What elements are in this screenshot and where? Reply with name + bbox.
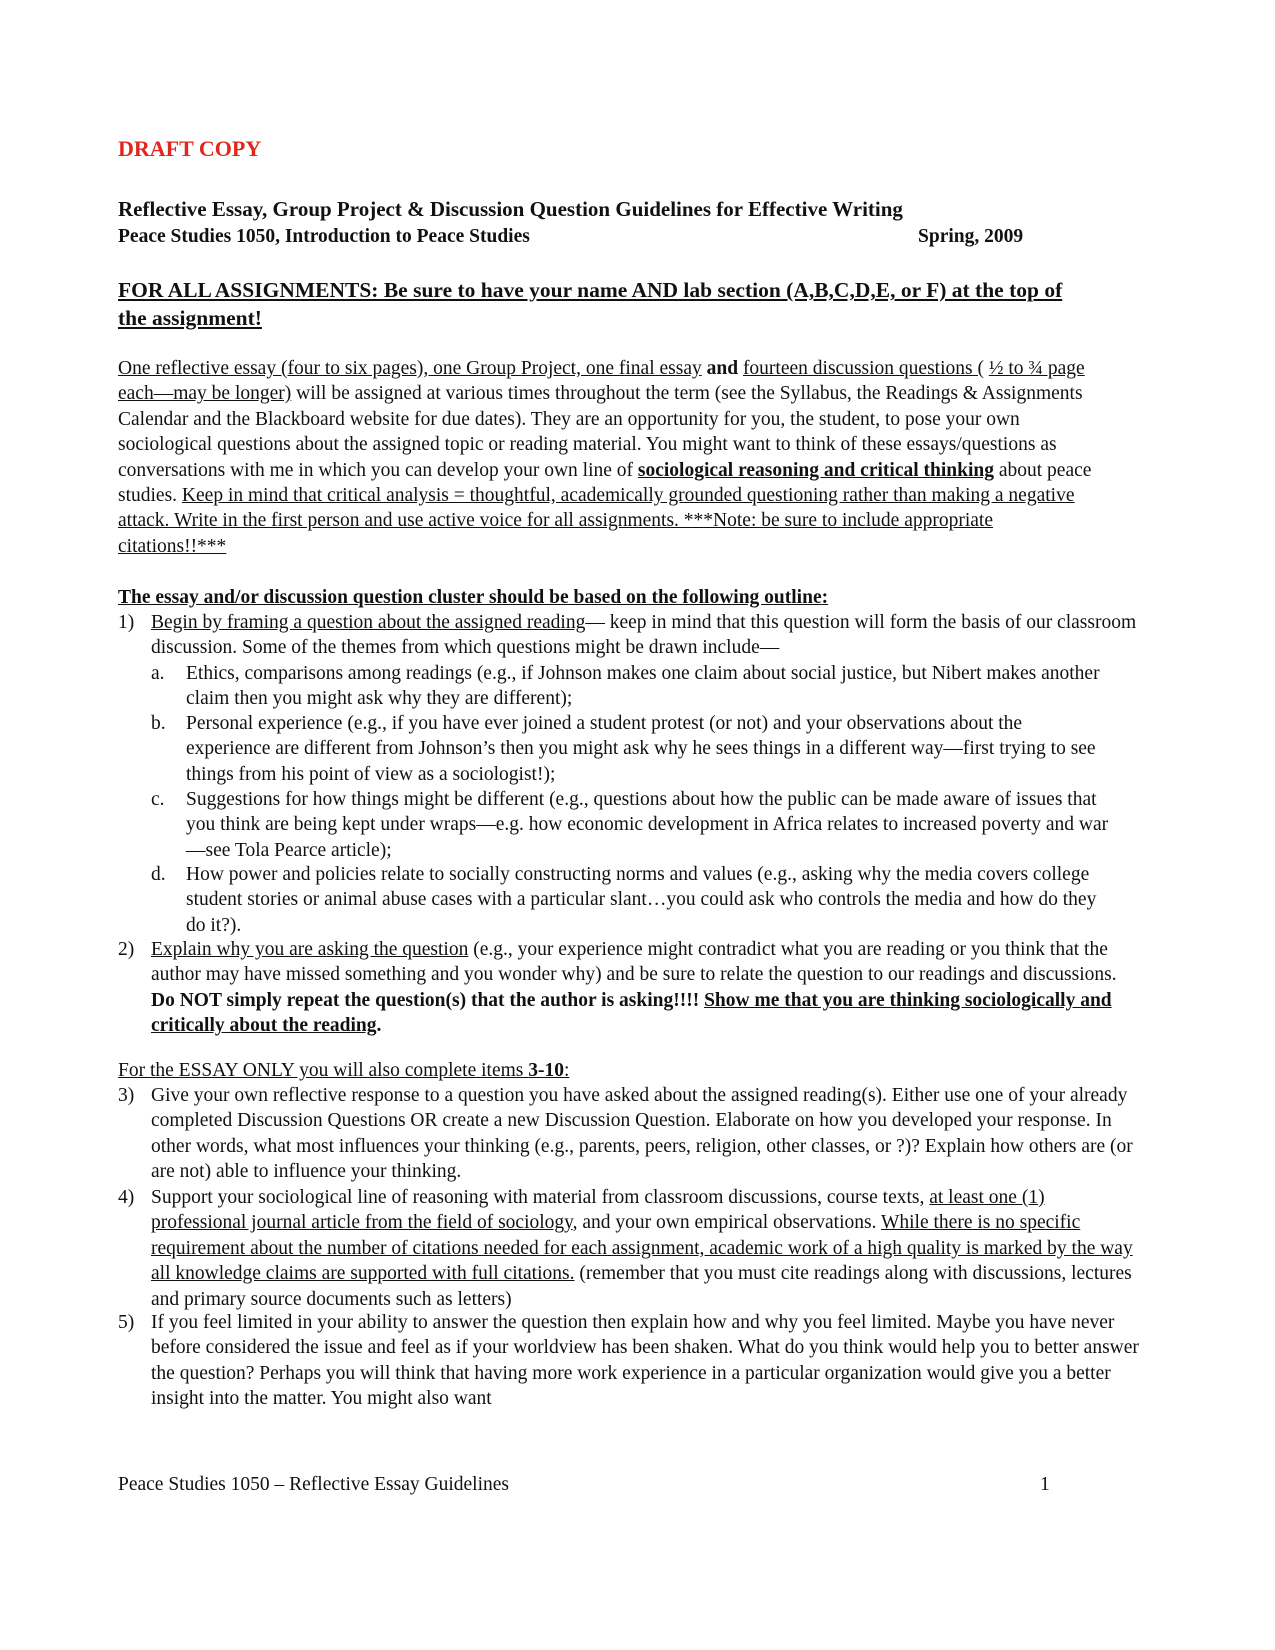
item-text: If you feel limited in your ability to answer the question then explain how and why you feel limited. Maybe you have never before considered the issue and feel as if your worldview has been shaken. What do you think would help you to better answer the question? Perhaps you will think that having more work experience in a particular organization would give you a better insight into the matter. You might also want xyxy=(151,1312,1139,1410)
item-number: 3) xyxy=(118,1085,135,1106)
intro-text-1: will be assigned at various times throughout the term (see the Syllabus, the Readings & Assignments Calendar and the Blackboard website for due dates). They are an opportunity for you, the student, to pose your own sociological questions about the assigned topic or reading material. You might want to think of these essays/questions as conversations with me in which you can develop your own line of xyxy=(118,383,1083,481)
item-text xyxy=(151,937,1141,1039)
item-bold-underlined: Show me that you are thinking sociologically and critically about the reading xyxy=(151,989,1112,1037)
item-number: 2) xyxy=(118,939,135,960)
essay-only-heading xyxy=(118,1058,1163,1083)
subitem-text: How power and policies relate to socially constructing norms and values (e.g., asking why the media covers college student stories or animal abuse cases with a particular slant…you could ask who controls the media and how do they do it?). xyxy=(186,864,1097,936)
course-name: Peace Studies 1050, Introduction to Peace Studies xyxy=(118,226,530,247)
item-lead: Begin by framing a question about the assigned reading xyxy=(151,612,586,633)
subitem-letter: c. xyxy=(151,789,165,810)
item4-journal-requirement: at least one (1) professional journal article from the field of sociology xyxy=(151,1187,1045,1234)
item-bold-end: . xyxy=(376,1015,382,1037)
course-line xyxy=(118,224,1163,249)
draft-label: DRAFT COPY xyxy=(118,136,262,161)
subitem-text: Personal experience (e.g., if you have ever joined a student protest (or not) and your observations about the experience are different from Johnson’s then you might ask why he sees things in a different way—first trying to see things from his point of view as a sociologist!); xyxy=(186,713,1096,785)
intro-page-length: ½ to ¾ page each—may be longer) xyxy=(118,358,1085,405)
item-lead: Explain why you are asking the question xyxy=(151,939,469,960)
item-bold: Do NOT simply repeat the question(s) that the author is asking!!!! xyxy=(151,989,705,1011)
essay-heading-colon: : xyxy=(563,1060,570,1081)
document-title: Reflective Essay, Group Project & Discussion Question Guidelines for Effective Writing xyxy=(118,197,903,221)
outline-heading xyxy=(118,585,1163,610)
item4-text-a: Support your sociological line of reasoning with material from classroom discussions, course texts, xyxy=(151,1187,930,1208)
item-rest: — keep in mind that this question will form the basis of our classroom discussion. Some of the themes from which questions might be drawn include— xyxy=(151,612,1137,659)
item-text: Give your own reflective response to a question you have asked about the assigned reading(s). Either use one of your already completed Discussion Questions OR create a new Discussion Question. Elaborate on how you developed your response. In other words, what most influences your thinking (e.g., parents, peers, religion, other classes, or ?)? Explain how others are (or are not) able to influence your thinking. xyxy=(151,1085,1133,1183)
all-assignments-notice: FOR ALL ASSIGNMENTS: Be sure to have your name AND lab section (A,B,C,D,E, or F) at the top of the assignment! xyxy=(118,278,1063,330)
intro-critical-analysis-note: Keep in mind that critical analysis = thoughtful, academically grounded questioning rather than making a negative attack. Write in the first person and use active voice for all assignments. ***Note: be sure to include appropriate citations!!*** xyxy=(118,485,1075,557)
item4-citation-note: While there is no specific requirement about the number of citations needed for each assignment, academic work of a high quality is marked by the way all knowledge claims are supported with full citations. xyxy=(151,1212,1133,1285)
outline-heading-colon: : xyxy=(821,587,829,608)
item4-text-c: (remember that you must cite readings along with discussions, lectures and primary source documents such as letters) xyxy=(151,1263,1132,1310)
item-number: 5) xyxy=(118,1312,135,1333)
intro-discussion-questions: fourteen discussion questions ( xyxy=(742,358,984,379)
item-text xyxy=(151,610,1141,661)
intro-paragraph xyxy=(118,356,1103,559)
subitem-text: Suggestions for how things might be different (e.g., questions about how the public can be made aware of issues that you think are being kept under wraps—e.g. how economic development in Africa relates to increased poverty and war—see Tola Pearce article); xyxy=(186,789,1109,861)
intro-critical-thinking: sociological reasoning and critical thinking xyxy=(637,459,994,481)
subitem-text: Ethics, comparisons among readings (e.g., if Johnson makes one claim about social justice, but Nibert makes another claim then you might ask why they are different); xyxy=(186,663,1100,710)
item-number: 1) xyxy=(118,612,135,633)
item-number: 4) xyxy=(118,1187,135,1208)
page-footer: Peace Studies 1050 – Reflective Essay Guidelines xyxy=(118,1474,509,1495)
outline-heading-text: The essay and/or discussion question cluster should be based on the following outline xyxy=(118,587,822,608)
page-number: 1 xyxy=(1040,1474,1050,1495)
subitem-letter: b. xyxy=(151,713,166,734)
item-text xyxy=(151,1185,1141,1312)
item-rest: (e.g., your experience might contradict what you are reading or you think that the author may have missed something and you wonder why) and be sure to relate the question to our readings and discussions. xyxy=(151,939,1117,986)
intro-text-2: about peace studies. xyxy=(118,459,1092,507)
semester: Spring, 2009 xyxy=(918,226,1024,247)
item4-text-b: , and your own empirical observations. xyxy=(572,1212,881,1234)
essay-heading-text: For the ESSAY ONLY you will also complete items xyxy=(118,1060,529,1081)
intro-and: and xyxy=(701,358,743,379)
subitem-letter: d. xyxy=(151,864,166,885)
intro-assignments: One reflective essay (four to six pages), one Group Project, one final essay xyxy=(118,358,702,379)
subitem-letter: a. xyxy=(151,663,165,684)
essay-heading-range: 3-10 xyxy=(528,1060,564,1081)
